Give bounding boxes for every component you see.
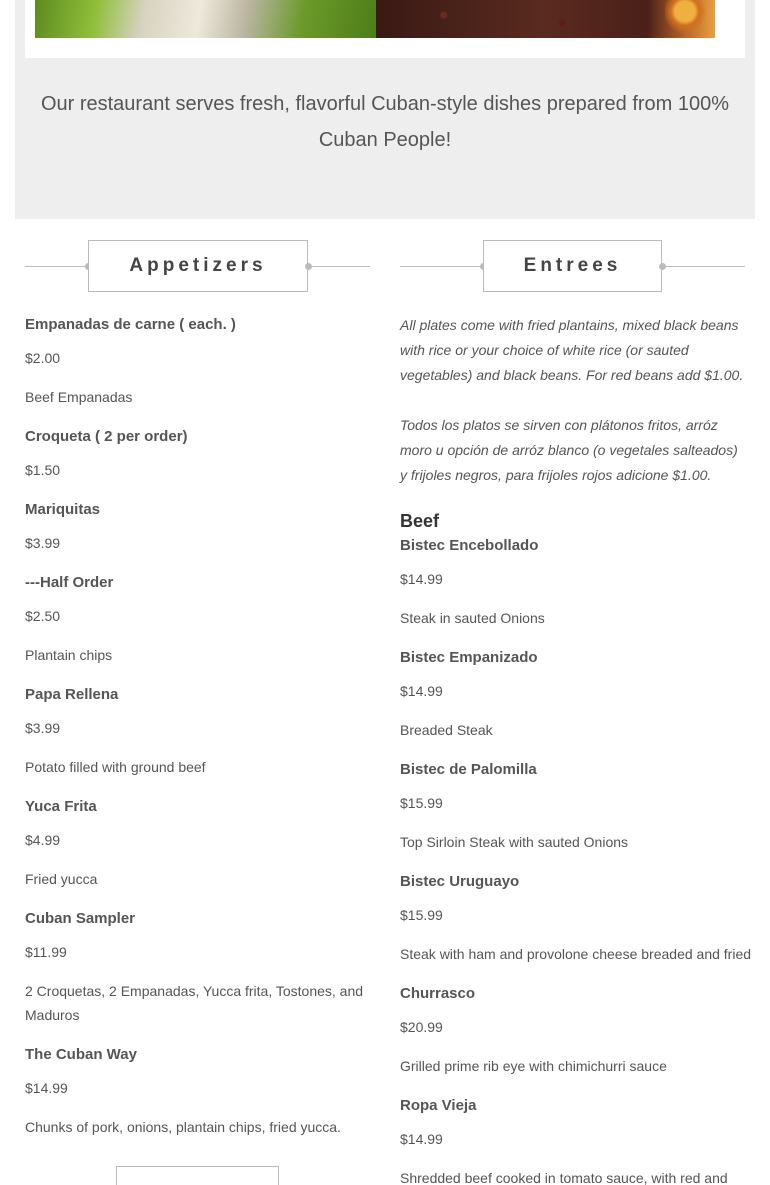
menu-item-price: $14.99 [400,683,443,699]
menu-item-price: $11.99 [25,944,67,960]
category-heading-beef: Beef [400,511,440,531]
entrees-heading-block [400,240,745,292]
menu-item-desc: Shredded beef cooked in tomato sauce, with red and [400,1170,728,1185]
menu-item-desc: Beef Empanadas [25,389,133,405]
hero-tagline: Our restaurant serves fresh, flavorful Cuban-style dishes prepared from 100% Cuban People! [40,93,730,151]
menu-item-name: Bistec Encebollado [400,537,539,554]
menu-item-name: ---Half Order [25,574,114,591]
menu-item-price: $14.99 [400,571,443,587]
divider-line [25,266,88,267]
menu-item-name: Ropa Vieja [400,1097,477,1114]
menu-item-desc: Grilled prime rib eye with chimichurri sauce [400,1058,667,1074]
appetizers-heading: Appetizers [88,240,308,292]
menu-item-price: $3.99 [25,720,61,736]
menu-item-name: Croqueta ( 2 per order) [25,428,188,445]
divider-line [400,266,483,267]
menu-item-desc: Top Sirloin Steak with sauted Onions [400,834,629,850]
menu-item-price: $15.99 [400,795,443,811]
menu-item-desc: Fried yucca [25,871,98,887]
entrees-heading: Entrees [483,240,662,292]
divider-line [662,266,745,267]
menu-item-desc: Steak with ham and provolone cheese breaded and fried [400,946,752,962]
food-photo-right [376,0,715,38]
menu-item-name: Papa Rellena [25,686,119,703]
menu-item-name: Bistec de Palomilla [400,761,537,778]
entrees-note-spanish: Todos los platos se sirven con plátonos fritos, arróz moro u opción de arróz blanco (o vegetales salteados) y frijoles negros, para frijoles rojos adicione $1.00. [400,417,738,483]
menu-item-desc: Chunks of pork, onions, plantain chips, fried yucca. [25,1119,341,1135]
food-photo-left [35,0,376,38]
next-section-heading-box [116,1166,279,1185]
menu-item-price: $2.50 [25,608,61,624]
menu-item-name: Yuca Frita [25,798,97,815]
hero-section [15,0,755,219]
menu-item-price: $3.99 [25,535,61,551]
menu-item-name: The Cuban Way [25,1046,137,1063]
menu-item-name: Cuban Sampler [25,910,136,927]
menu-item-price: $20.99 [400,1019,443,1035]
menu-item-name: Churrasco [400,985,476,1002]
menu-item-name: Bistec Empanizado [400,649,538,666]
appetizers-heading-block [25,240,370,292]
menu-item-price: $14.99 [400,1131,443,1147]
menu-item-name: Bistec Uruguayo [400,873,520,890]
menu-item-price: $1.50 [25,462,61,478]
entrees-note-english: All plates come with fried plantains, mixed black beans with rice or your choice of white rice (or sauted vegetables) and black beans. For red beans add $1.00. [400,317,744,383]
menu-item-desc: Steak in sauted Onions [400,610,545,626]
menu-item-name: Empanadas de carne ( each. ) [25,316,236,333]
menu-item-price: $2.00 [25,350,61,366]
divider-line [308,266,370,267]
menu-item-desc: Plantain chips [25,647,113,663]
menu-item-price: $14.99 [25,1080,68,1096]
menu-item-desc: Potato filled with ground beef [25,759,206,775]
menu-item-price: $4.99 [25,832,61,848]
menu-item-desc: 2 Croquetas, 2 Empanadas, Yucca frita, Tostones, and Maduros [25,983,364,1023]
menu-item-name: Mariquitas [25,501,101,518]
menu-item-desc: Breaded Steak [400,722,493,738]
menu-item-price: $15.99 [400,907,443,923]
